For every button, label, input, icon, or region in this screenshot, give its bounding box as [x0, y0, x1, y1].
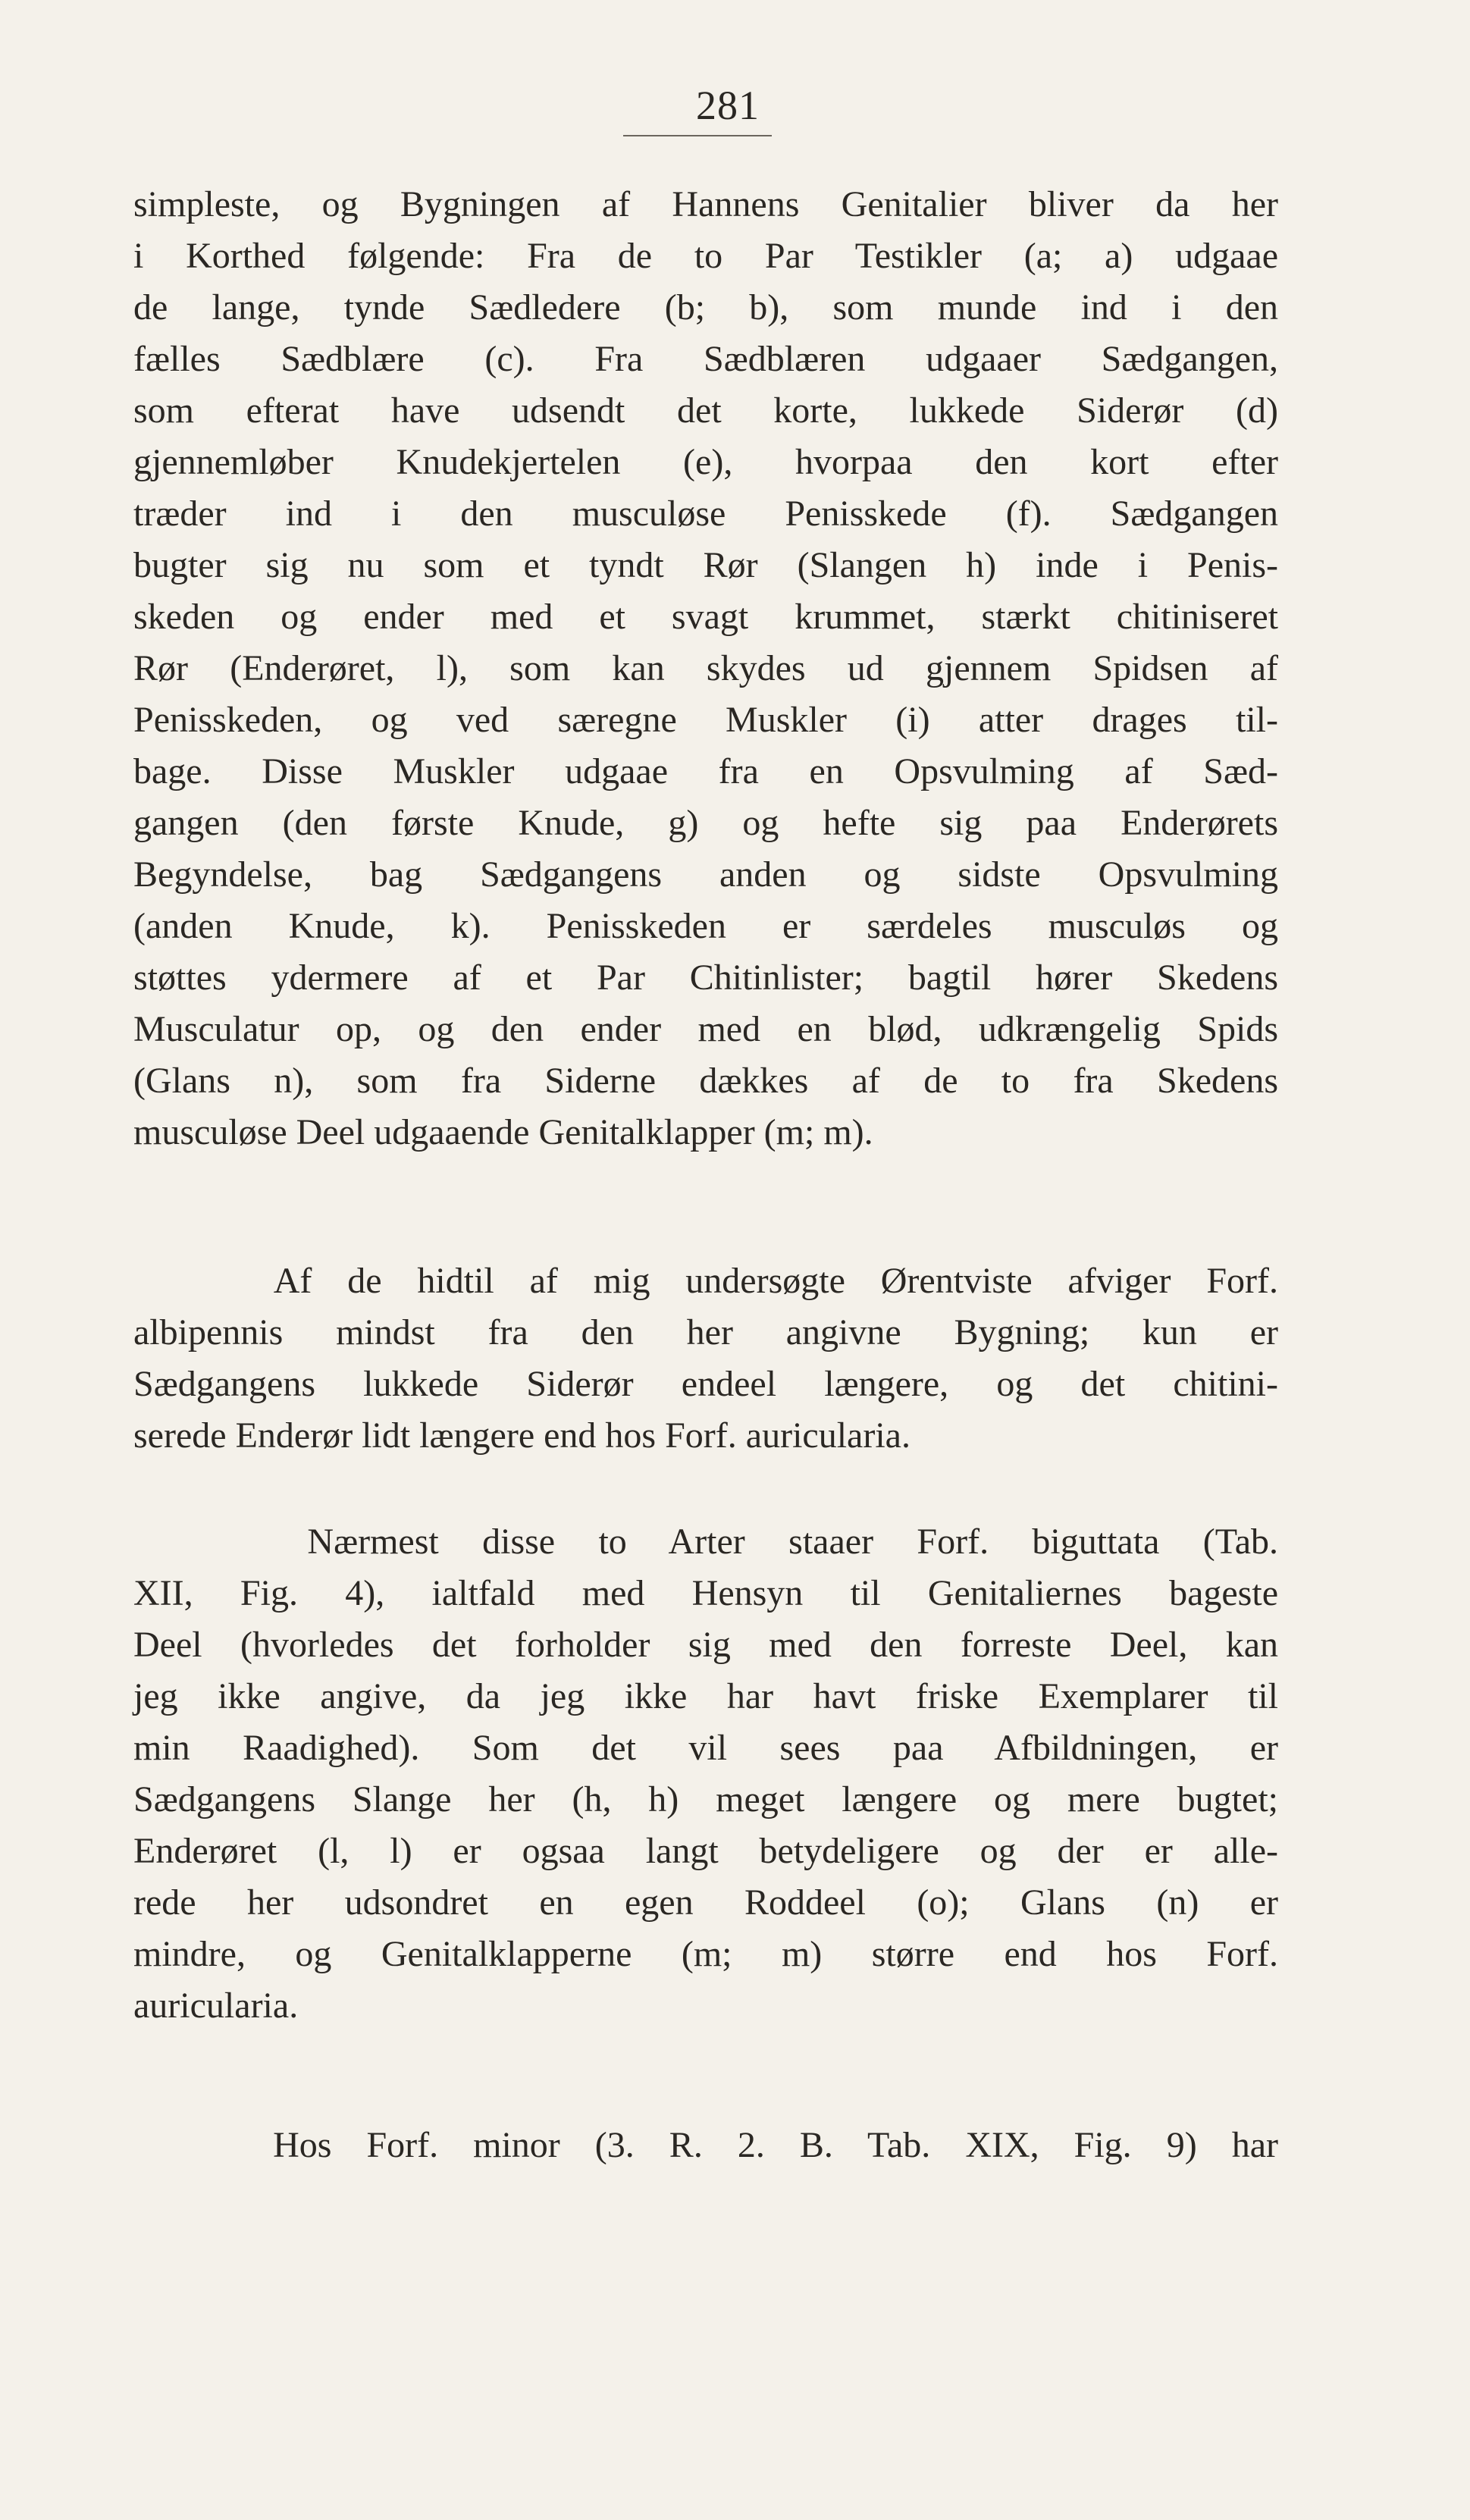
- paragraph-3: [133, 1516, 1278, 2032]
- text-line: (anden Knude, k). Penisskeden er særdeles musculøs og: [133, 906, 1278, 946]
- text-line: Sædgangens Slange her (h, h) meget længere og mere bugtet;: [133, 1779, 1278, 1819]
- text-line: Nærmest disse to Arter staaer Forf. biguttata (Tab.: [133, 1522, 1278, 1562]
- text-line: Sædgangens lukkede Siderør endeel længere, og det chitini-: [133, 1364, 1278, 1404]
- text-line: XII, Fig. 4), ialtfald med Hensyn til Genitaliernes bageste: [133, 1573, 1278, 1613]
- text-line: albipennis mindst fra den her angivne Bygning; kun er: [133, 1312, 1278, 1352]
- text-line: gangen (den første Knude, g) og hefte sig paa Enderørets: [133, 803, 1278, 843]
- page-number-rule: [623, 135, 772, 136]
- text-line: fælles Sædblære (c). Fra Sædblæren udgaaer Sædgangen,: [133, 339, 1278, 379]
- text-line: auricularia.: [133, 1986, 299, 2026]
- text-line: træder ind i den musculøse Penisskede (f). Sædgangen: [133, 494, 1278, 534]
- text-line: Hos Forf. minor (3. R. 2. B. Tab. XIX, Fig. 9) har: [133, 2125, 1278, 2165]
- text-line: musculøse Deel udgaaende Genitalklapper (m; m).: [133, 1112, 873, 1152]
- text-line: Musculatur op, og den ender med en blød, udkrængelig Spids: [133, 1009, 1278, 1049]
- text-line: Deel (hvorledes det forholder sig med den forreste Deel, kan: [133, 1625, 1278, 1665]
- text-line: (Glans n), som fra Siderne dækkes af de to fra Skedens: [133, 1061, 1278, 1101]
- text-line: bage. Disse Muskler udgaae fra en Opsvulming af Sæd-: [133, 751, 1278, 791]
- text-line: i Korthed følgende: Fra de to Par Testikler (a; a) udgaae: [133, 236, 1278, 276]
- text-line: Enderøret (l, l) er ogsaa langt betydeligere og der er alle-: [133, 1831, 1278, 1871]
- text-line: støttes ydermere af et Par Chitinlister; bagtil hører Skedens: [133, 958, 1278, 998]
- text-line: min Raadighed). Som det vil sees paa Afbildningen, er: [133, 1728, 1278, 1768]
- paragraph-1: [133, 179, 1278, 1158]
- text-line: simpleste, og Bygningen af Hannens Genitalier bliver da her: [133, 184, 1278, 224]
- text-line: bugter sig nu som et tyndt Rør (Slangen h) inde i Penis-: [133, 545, 1278, 585]
- text-line: rede her udsondret en egen Roddeel (o); Glans (n) er: [133, 1882, 1278, 1923]
- text-line: serede Enderør lidt længere end hos Forf. auricularia.: [133, 1415, 911, 1456]
- page-number: 281: [696, 83, 760, 128]
- text-line: skeden og ender med et svagt krummet, stærkt chitiniseret: [133, 597, 1278, 637]
- text-line: jeg ikke angive, da jeg ikke har havt friske Exemplarer til: [133, 1676, 1278, 1716]
- text-line: Af de hidtil af mig undersøgte Ørentviste afviger Forf.: [133, 1261, 1278, 1301]
- text-line: som efterat have udsendt det korte, lukkede Siderør (d): [133, 390, 1278, 431]
- text-line: mindre, og Genitalklapperne (m; m) større end hos Forf.: [133, 1934, 1278, 1974]
- paragraph-4: [133, 2120, 1278, 2171]
- text-line: Penisskeden, og ved særegne Muskler (i) atter drages til-: [133, 700, 1278, 740]
- paragraph-2: [133, 1255, 1278, 1462]
- text-line: de lange, tynde Sædledere (b; b), som munde ind i den: [133, 287, 1278, 328]
- text-line: gjennemløber Knudekjertelen (e), hvorpaa den kort efter: [133, 442, 1278, 482]
- text-line: Begyndelse, bag Sædgangens anden og sidste Opsvulming: [133, 854, 1278, 895]
- text-line: Rør (Enderøret, l), som kan skydes ud gjennem Spidsen af: [133, 648, 1278, 688]
